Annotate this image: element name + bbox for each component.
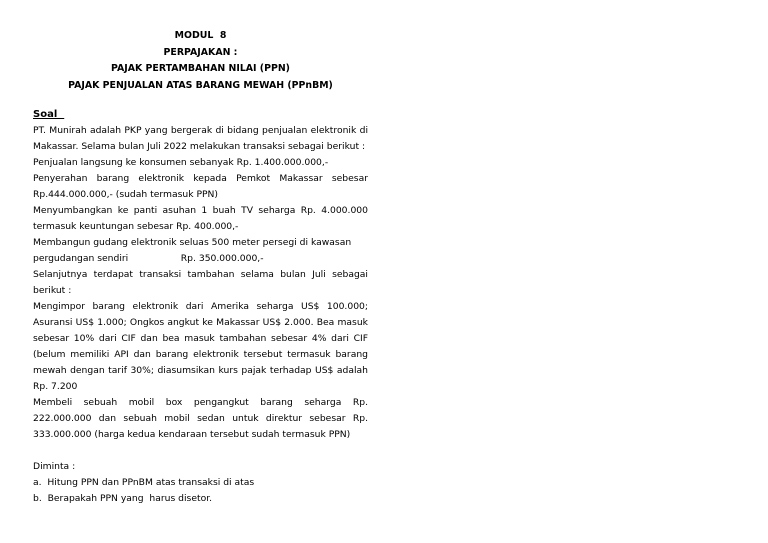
intro-paragraph: PT. Munirah adalah PKP yang bergerak di bidang penjualan elektronik di Makassar. Selama bulan Juli 2022 melakukan transaksi sebagai berikut : bbox=[33, 125, 368, 152]
soal-heading: Soal bbox=[33, 109, 65, 120]
ppn-title: PAJAK PERTAMBAHAN NILAI (PPN) bbox=[111, 63, 290, 74]
section-title: PERPAJAKAN : bbox=[163, 46, 238, 58]
header-spacer bbox=[33, 94, 368, 107]
question-b: b. Berapakah PPN yang harus disetor. bbox=[33, 493, 213, 504]
transaction-vehicles: Membeli sebuah mobil box pengangkut barang seharga Rp. 222.000.000 dan sebuah mobil sedan untuk direktur sebesar Rp. 333.000.000 (harga kedua kendaraan tersebut sudah termasuk PPN) bbox=[33, 397, 368, 440]
transaction-4-line1: Membangun gudang elektronik seluas 500 meter persegi di kawasan bbox=[33, 237, 352, 248]
transaction-2: Penyerahan barang elektronik kepada Pemkot Makassar sebesar Rp.444.000.000,- (sudah termasuk PPN) bbox=[33, 173, 368, 200]
document-page bbox=[33, 28, 368, 507]
additional-transactions-intro: Selanjutnya terdapat transaksi tambahan selama bulan Juli sebagai berikut : bbox=[33, 269, 368, 296]
diminta-label: Diminta : bbox=[33, 461, 76, 472]
question-a: a. Hitung PPN dan PPnBM atas transaksi di atas bbox=[33, 477, 255, 488]
questions-spacer bbox=[33, 443, 368, 459]
module-title: MODUL 8 bbox=[174, 30, 227, 41]
transaction-4-line2: pergudangan sendiri Rp. 350.000.000,- bbox=[33, 253, 264, 264]
transaction-1: Penjualan langsung ke konsumen sebanyak Rp. 1.400.000.000,- bbox=[33, 157, 329, 168]
transaction-3: Menyumbangkan ke panti asuhan 1 buah TV seharga Rp. 4.000.000 termasuk keuntungan sebesar Rp. 400.000,- bbox=[33, 205, 368, 232]
ppnbm-title: PAJAK PENJUALAN ATAS BARANG MEWAH (PPnBM) bbox=[68, 79, 333, 91]
transaction-import: Mengimpor barang elektronik dari Amerika seharga US$ 100.000; Asuransi US$ 1.000; Ongkos angkut ke Makassar US$ 2.000. Bea masuk sebesar 10% dari CIF dan bea masuk tambahan sebesar 4% dari CIF (belum memiliki API dan barang elektronik tersebut termasuk barang mewah dengan tarif 30%; diasumsikan kurs pajak terhadap US$ adalah Rp. 7.200 bbox=[33, 301, 368, 392]
